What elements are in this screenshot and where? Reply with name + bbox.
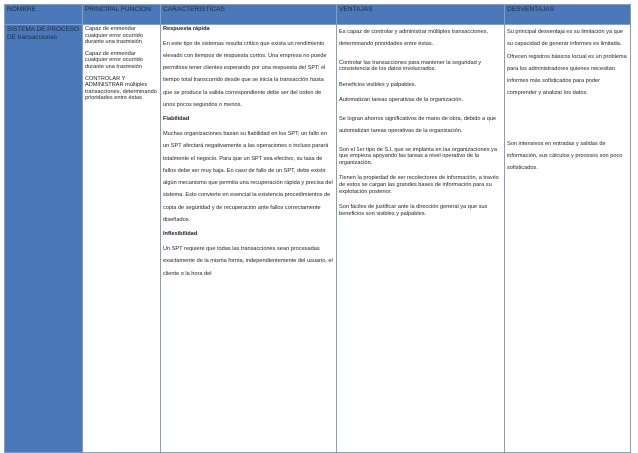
- desventaja-item: Su principal desventaja es su limitación ya que su capacidad de generar informes es limitada. Ofrecen registros básicos locual es un problema para los administradores quienes necesitan informes más sofisticados para poder comprender y analizar los datos.: [507, 29, 627, 97]
- nombre-text: SISTEMA DE PROCESO DE transacciones: [7, 26, 80, 41]
- header-ventajas: VENTAJAS: [337, 5, 505, 25]
- nombre-cell: [5, 25, 83, 453]
- ventaja-item: Controlar las transacciones para mantener la seguridad y consistencia de los datos involucrados.: [339, 59, 482, 73]
- ventaja-item: Se logran ahorros significativos de mano de obra, debido a que automatizan tareas operativas de la organización.: [339, 115, 497, 135]
- caracteristica-paragraph-3: Un SPT requiere que todas las transacciones sean procesadas exactamente de la misma forma, independientemente del usuario, el cliente o la hora del: [163, 245, 333, 277]
- funcion-cell: [83, 25, 161, 453]
- caracteristica-heading-2: Fiabilidad: [163, 116, 190, 123]
- header-row: [5, 5, 631, 25]
- ventaja-item: Automatizan tareas operativas de la organización.: [339, 97, 464, 104]
- ventaja-item: Tienen la propiedad de ser recolectores de información, a través de estos se cargan las grandes bases de información para su explotación posterior.: [339, 175, 499, 195]
- desventajas-cell: [505, 25, 631, 453]
- funcion-text-2: Capaz de enmendar cualquier error ocurrido durante una trasmisión: [85, 50, 143, 70]
- ventajas-cell: [337, 25, 505, 453]
- header-caracteristicas: CARACTERISTICAS: [161, 5, 337, 25]
- header-desventajas: DESVENTAJAS: [505, 5, 631, 25]
- ventaja-item: Son fáciles de justificar ante la dirección general ya que sus beneficios son visibles y palpables.: [339, 204, 488, 217]
- funcion-text-1: Capaz de enmendar cualquier error ocurrido durante una trasmisión: [85, 26, 143, 46]
- desventaja-item: Son intensivos en entradas y salidas de información, sus cálculos y procesos son poco sofisticados.: [507, 140, 623, 172]
- table-row: [5, 25, 631, 453]
- comparison-table: [4, 4, 631, 453]
- ventaja-item: Es capaz de controlar y administrar múltiples transacciones, determinando prioridades entre éstas.: [339, 29, 488, 48]
- caracteristica-paragraph-2: Muchas organizaciones basan su fiabilidad en los SPT; un fallo en un SPT afectará negativamente a las operaciones o incluso parará totalmente el negocio. Para que un SPT sea efectivo, su tasa de fallos debe ser muy baja. En caso de fallo de un SPT, debe existir algún mecanismo que permita una recuperación rápida y precisa del sistema. Esto convierte en esencial la existencia procedimientos de copia de seguridad y de recuperación ante fallos correctamente diseñados.: [163, 130, 333, 224]
- header-nombre: NOMBRE: [5, 5, 83, 25]
- ventaja-item: Son el 1er tipo de S.I. que se implanta en las organizaciones ya que empieza apoyando las tareas a nivel operativo de la organización.: [339, 146, 497, 166]
- ventaja-item: Beneficios visibles y palpables.: [339, 81, 417, 88]
- funcion-text-3: CONTROLAR Y ADMINISTRAR múltiples transacciones, determinando prioridades entre éstas: [85, 75, 157, 102]
- caracteristicas-cell: [161, 25, 337, 453]
- caracteristica-heading-3: Inflexibilidad: [163, 231, 198, 238]
- caracteristica-paragraph-1: En este tipo de sistemas resulta crítico que exista un rendimiento elevado con tiempos de respuesta cortos. Una empresa no puede permitirse tener clientes esperando por una respuesta del SPT; el tiempo total transcurrido desde que se inicia la transacción hasta que se produce la salida correspondiente debe ser del orden de unos pocos segundos o menos.: [163, 40, 327, 109]
- caracteristica-heading-1: Respuesta rápida: [163, 26, 210, 32]
- header-principal-funcion: PRINCIPAL FUNCION: [83, 5, 161, 25]
